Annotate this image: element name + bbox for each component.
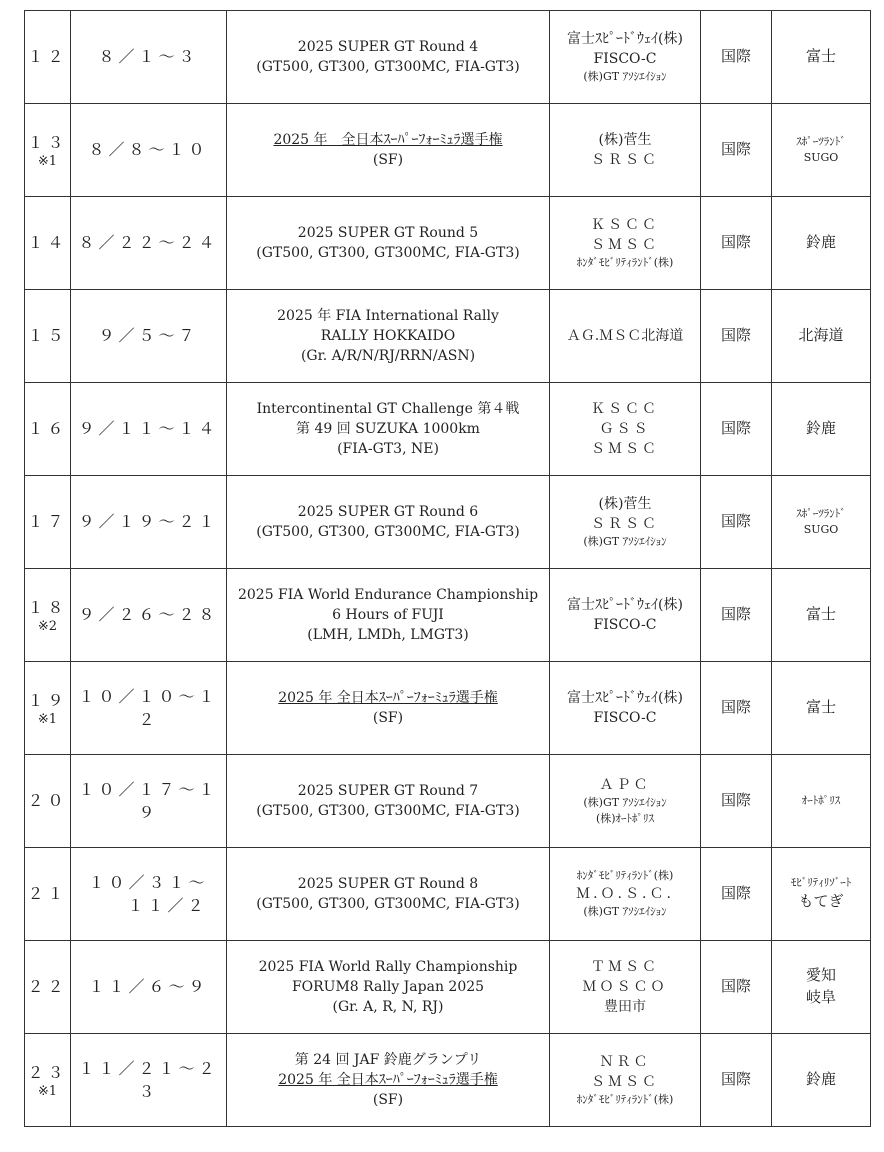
organizer-line: FISCO-C [593, 617, 657, 633]
footnote-mark: ※1 [37, 153, 58, 169]
venue-line: 富士 [805, 605, 836, 624]
event-line: (GT500, GT300, GT300MC, FIA-GT3) [256, 524, 520, 540]
venue-line: ｵｰﾄﾎﾟﾘｽ [801, 794, 841, 808]
date-cell [71, 290, 227, 383]
organizer-cell [550, 1034, 701, 1127]
status-cell: 国際 [701, 755, 772, 848]
round-number-cell [25, 848, 71, 941]
round-number-cell [25, 941, 71, 1034]
venue-line: 富士 [805, 698, 836, 717]
venue-line: SUGO [803, 151, 839, 164]
date-range: １０／３１～ [88, 872, 209, 892]
round-number-cell [25, 383, 71, 476]
event-cell [227, 941, 550, 1034]
event-cell [227, 755, 550, 848]
event-line: (GT500, GT300, GT300MC, FIA-GT3) [256, 803, 520, 819]
event-line: (GT500, GT300, GT300MC, FIA-GT3) [256, 59, 520, 75]
status-cell: 国際 [701, 11, 772, 104]
organizer-cell [550, 569, 701, 662]
organizer-line: (株)菅生 [598, 131, 652, 148]
event-cell [227, 290, 550, 383]
round-number-cell [25, 662, 71, 755]
organizer-line: (株)GT ｱｿｼｴｲｼｮﾝ [583, 535, 667, 549]
event-line: Intercontinental GT Challenge 第４戦 [256, 400, 520, 417]
event-cell [227, 476, 550, 569]
venue-cell [772, 941, 871, 1034]
organizer-line: ＧＳＳ [599, 420, 651, 437]
venue-line: ﾓﾋﾞﾘﾃｨﾘｿﾞｰﾄ [790, 876, 852, 890]
event-line: (Gr. A/R/N/RJ/RRN/ASN) [300, 348, 476, 365]
venue-line: 鈴鹿 [805, 419, 836, 438]
organizer-line: ＮＲＣ [599, 1053, 651, 1070]
table-row [25, 290, 871, 383]
venue-cell [772, 569, 871, 662]
organizer-cell [550, 104, 701, 197]
date-cell [71, 848, 227, 941]
organizer-cell [550, 476, 701, 569]
venue-cell [772, 1034, 871, 1127]
venue-line: ｽﾎﾟｰﾂﾗﾝﾄﾞ [796, 507, 846, 521]
date-cell [71, 11, 227, 104]
race-schedule-table [24, 10, 871, 1127]
event-line: (GT500, GT300, GT300MC, FIA-GT3) [256, 245, 520, 261]
organizer-line: ﾎﾝﾀﾞﾓﾋﾞﾘﾃｨﾗﾝﾄﾞ(株) [576, 256, 674, 270]
organizer-line: ﾎﾝﾀﾞﾓﾋﾞﾘﾃｨﾗﾝﾄﾞ(株) [576, 1093, 674, 1107]
venue-line: SUGO [803, 523, 839, 536]
event-line: 2025 FIA World Rally Championship [258, 958, 518, 975]
round-number: １７ [27, 512, 68, 532]
table-row [25, 848, 871, 941]
table-row [25, 11, 871, 104]
date-cell [71, 662, 227, 755]
date-cell [71, 941, 227, 1034]
round-number-cell [25, 11, 71, 104]
date-cell [71, 755, 227, 848]
round-number: １６ [27, 419, 68, 439]
event-line: (FIA-GT3, NE) [337, 441, 439, 458]
event-line: 6 Hours of FUJI [332, 606, 444, 623]
venue-line: 岐阜 [805, 988, 836, 1006]
status-cell: 国際 [701, 104, 772, 197]
table-row [25, 1034, 871, 1127]
event-line: 第 24 回 JAF 鈴鹿グランプリ [294, 1051, 482, 1068]
organizer-line: ＭＯＳＣＯ [582, 978, 668, 995]
round-number: ２２ [27, 977, 68, 997]
round-number-cell [25, 290, 71, 383]
event-line: 2025 年 全日本ｽｰﾊﾟｰﾌｫｰﾐｭﾗ選手権 [278, 689, 498, 706]
round-number-cell [25, 197, 71, 290]
status-cell: 国際 [701, 848, 772, 941]
schedule-body [25, 11, 871, 1127]
organizer-line: (株)GT ｱｿｼｴｲｼｮﾝ [583, 905, 667, 919]
round-number-cell [25, 476, 71, 569]
organizer-line: FISCO-C [593, 51, 657, 68]
round-number: １４ [27, 233, 68, 253]
organizer-line: ＳＭＳＣ [591, 237, 659, 254]
event-line: (SF) [372, 152, 404, 168]
date-cell [71, 383, 227, 476]
venue-cell [772, 383, 871, 476]
venue-cell [772, 476, 871, 569]
status-cell: 国際 [701, 941, 772, 1034]
event-line: 2025 FIA World Endurance Championship [237, 586, 539, 603]
event-line: (LMH, LMDh, LMGT3) [307, 627, 469, 644]
round-number-cell [25, 1034, 71, 1127]
organizer-line: Ｍ.Ｏ.Ｓ.Ｃ. [576, 885, 674, 902]
organizer-line: (株)菅生 [598, 495, 652, 512]
event-line: 2025 SUPER GT Round 6 [297, 503, 479, 520]
organizer-line: 豊田市 [604, 999, 646, 1016]
organizer-line: (株)ｵｰﾄﾎﾟﾘｽ [595, 812, 655, 826]
event-cell [227, 383, 550, 476]
venue-line: 富士 [805, 47, 836, 66]
date-range: ８／８～１０ [88, 140, 209, 160]
table-row [25, 104, 871, 197]
venue-cell [772, 11, 871, 104]
event-cell [227, 11, 550, 104]
round-number: １８ [27, 597, 68, 617]
organizer-line: FISCO-C [593, 710, 657, 726]
status-cell: 国際 [701, 1034, 772, 1127]
footnote-mark: ※1 [37, 711, 58, 727]
round-number-cell [25, 104, 71, 197]
organizer-line: ＫＳＣＣ [591, 400, 659, 417]
organizer-cell [550, 848, 701, 941]
table-row [25, 197, 871, 290]
date-range: ９／５～７ [98, 326, 199, 346]
round-number: １３ [27, 132, 68, 152]
organizer-cell [550, 755, 701, 848]
event-line: 2025 SUPER GT Round 5 [297, 224, 479, 241]
round-number: １２ [27, 47, 68, 67]
organizer-line: ＴＭＳＣ [591, 958, 659, 975]
organizer-line: 富士ｽﾋﾟｰﾄﾞｳｪｲ(株) [567, 689, 683, 706]
date-cell [71, 1034, 227, 1127]
date-range: ９／１１～１４ [78, 419, 219, 439]
table-row [25, 476, 871, 569]
event-line: 2025 SUPER GT Round 4 [297, 38, 479, 55]
organizer-line: ＳＭＳＣ [591, 441, 659, 458]
round-number: １５ [27, 326, 68, 346]
round-number-cell [25, 755, 71, 848]
date-cell [71, 569, 227, 662]
table-row [25, 569, 871, 662]
venue-cell [772, 848, 871, 941]
venue-cell [772, 197, 871, 290]
venue-line: もてぎ [798, 892, 844, 911]
date-range-end: １１／２ [127, 896, 208, 915]
organizer-line: ＳＭＳＣ [591, 1074, 659, 1091]
date-range: ８／２２～２４ [78, 233, 219, 253]
organizer-line: ﾎﾝﾀﾞﾓﾋﾞﾘﾃｨﾗﾝﾄﾞ(株) [576, 868, 674, 882]
event-line: 2025 SUPER GT Round 7 [297, 782, 479, 799]
event-cell [227, 848, 550, 941]
organizer-cell [550, 290, 701, 383]
status-cell: 国際 [701, 662, 772, 755]
organizer-cell [550, 197, 701, 290]
organizer-cell [550, 11, 701, 104]
event-line: (SF) [372, 710, 404, 726]
table-row [25, 383, 871, 476]
date-range: １１／６～９ [88, 977, 209, 997]
date-cell [71, 197, 227, 290]
status-cell: 国際 [701, 476, 772, 569]
venue-cell [772, 755, 871, 848]
table-row [25, 662, 871, 755]
event-cell [227, 1034, 550, 1127]
round-number-cell [25, 569, 71, 662]
organizer-line: ＫＳＣＣ [591, 216, 659, 233]
round-number: ２１ [27, 884, 68, 904]
footnote-mark: ※2 [37, 618, 58, 634]
status-cell: 国際 [701, 383, 772, 476]
venue-line: 愛知 [805, 966, 836, 985]
event-cell [227, 569, 550, 662]
table-row [25, 755, 871, 848]
event-line: 2025 SUPER GT Round 8 [297, 875, 479, 892]
event-line: FORUM8 Rally Japan 2025 [291, 978, 485, 995]
date-cell [71, 104, 227, 197]
venue-cell [772, 104, 871, 197]
status-cell: 国際 [701, 290, 772, 383]
venue-line: 北海道 [798, 326, 844, 345]
organizer-line: (株)GT ｱｿｼｴｲｼｮﾝ [583, 70, 667, 84]
status-cell: 国際 [701, 197, 772, 290]
event-line: (SF) [372, 1092, 404, 1109]
event-line: 2025 年 FIA International Rally [277, 307, 499, 324]
date-range: １０／１０～１２ [78, 686, 219, 729]
event-cell [227, 662, 550, 755]
organizer-line: ＡＧ.ＭＳＣ北海道 [566, 327, 684, 344]
event-line: (GT500, GT300, GT300MC, FIA-GT3) [256, 896, 520, 912]
event-line: 2025 年 全日本ｽｰﾊﾟｰﾌｫｰﾐｭﾗ選手権 [273, 131, 503, 148]
round-number: ２０ [27, 791, 68, 811]
event-line: 2025 年 全日本ｽｰﾊﾟｰﾌｫｰﾐｭﾗ選手権 [278, 1071, 498, 1088]
event-line: RALLY HOKKAIDO [320, 327, 456, 344]
event-cell [227, 197, 550, 290]
round-number: ２３ [27, 1062, 68, 1082]
event-line: 第 49 回 SUZUKA 1000km [296, 420, 480, 437]
date-range: ８／１～３ [98, 47, 199, 67]
date-range: １１／２１～２３ [78, 1058, 219, 1101]
event-line: (Gr. A, R, N, RJ) [332, 999, 444, 1016]
organizer-line: ＳＲＳＣ [591, 516, 659, 533]
organizer-cell [550, 941, 701, 1034]
date-range: ９／１９～２１ [78, 512, 219, 532]
venue-line: 鈴鹿 [805, 233, 836, 252]
venue-line: ｽﾎﾟｰﾂﾗﾝﾄﾞ [796, 135, 846, 149]
date-cell [71, 476, 227, 569]
organizer-line: (株)GT ｱｿｼｴｲｼｮﾝ [583, 796, 667, 810]
footnote-mark: ※1 [37, 1083, 58, 1099]
event-cell [227, 104, 550, 197]
organizer-cell [550, 662, 701, 755]
venue-cell [772, 290, 871, 383]
organizer-cell [550, 383, 701, 476]
date-range: １０／１７～１９ [78, 779, 219, 822]
organizer-line: 富士ｽﾋﾟｰﾄﾞｳｪｲ(株) [567, 596, 683, 613]
organizer-line: ＳＲＳＣ [591, 152, 659, 168]
status-cell: 国際 [701, 569, 772, 662]
date-range: ９／２６～２８ [78, 605, 219, 625]
organizer-line: 富士ｽﾋﾟｰﾄﾞｳｪｲ(株) [567, 30, 683, 47]
round-number: １９ [27, 690, 68, 710]
organizer-line: ＡＰＣ [599, 776, 651, 793]
venue-cell [772, 662, 871, 755]
table-row [25, 941, 871, 1034]
venue-line: 鈴鹿 [805, 1070, 836, 1089]
